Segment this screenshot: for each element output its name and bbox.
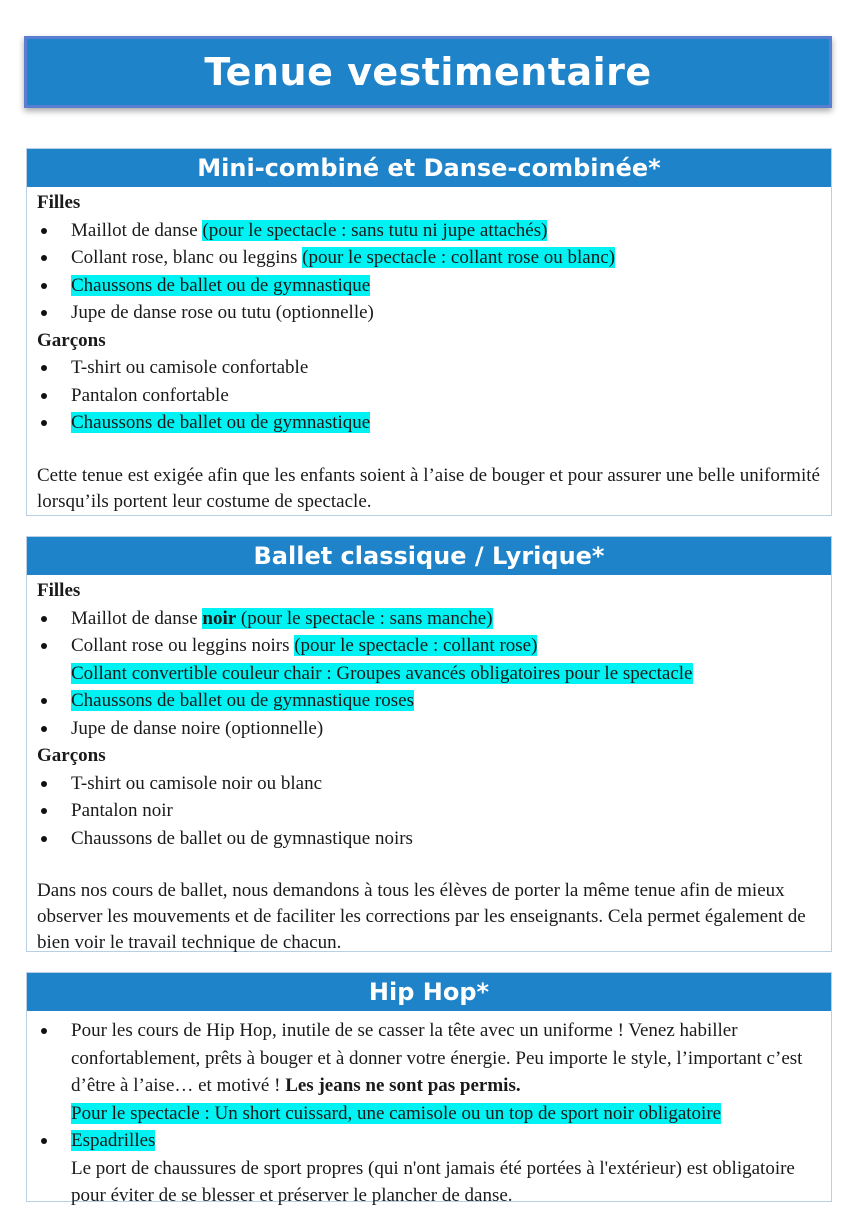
list-item: Chaussons de ballet ou de gymnastique [37,272,821,300]
boys-list [37,354,821,437]
list-item: Jupe de danse rose ou tutu (optionnelle) [37,299,821,327]
list-item: Jupe de danse noire (optionnelle) [37,715,821,743]
list-item: T-shirt ou camisole confortable [37,354,821,382]
list-item: Collant rose, blanc ou leggins (pour le spectacle : collant rose ou blanc) [37,244,821,272]
boys-list [37,770,821,853]
girls-list [37,217,821,327]
list-item: Pantalon confortable [37,382,821,410]
hiphop-list [37,1017,821,1210]
section-title: Ballet classique / Lyrique* [253,542,605,570]
list-item: Espadrilles Le port de chaussures de sport propres (qui n'ont jamais été portées à l'extérieur) est obligatoire pour éviter de se blesser et préserver le plancher de danse. [37,1127,821,1210]
list-item: Pour les cours de Hip Hop, inutile de se casser la tête avec un uniforme ! Venez habiller confortablement, prêts à bouger et à donner votre énergie. Peu importe le style, l’important c’est d’être à l’aise… et motivé ! Les jeans ne sont pas permis. Pour le spectacle : Un short cuissard, une camisole ou un top de sport noir obligatoire [37,1017,821,1127]
section-hiphop [26,972,832,1206]
section-header [27,537,831,575]
girls-list [37,605,821,743]
boys-title: Garçons [37,745,106,766]
section-ballet [26,536,832,952]
list-item: Chaussons de ballet ou de gymnastique roses [37,687,821,715]
list-item-continuation: Collant convertible couleur chair : Groupes avancés obligatoires pour le spectacle [71,662,693,684]
girls-title: Filles [37,192,81,213]
section-header [27,973,831,1011]
list-item: Collant rose ou leggins noirs (pour le spectacle : collant rose) [37,632,821,660]
list-item: Pantalon noir [37,797,821,825]
section-paragraph: Dans nos cours de ballet, nous demandons à tous les élèves de porter la même tenue afin de mieux observer les mouvements et de faciliter les corrections par les enseignants. Cela permet également de bien voir le travail technique de chacun. [37,880,806,953]
title-banner [24,36,832,108]
section-header [27,149,831,187]
section-mini-combine [26,148,832,516]
section-paragraph: Cette tenue est exigée afin que les enfants soient à l’aise de bouger et pour assurer une belle uniformité lorsqu’ils portent leur costume de spectacle. [37,464,820,512]
boys-title: Garçons [37,329,106,351]
girls-title: Filles [37,580,81,601]
list-item: Chaussons de ballet ou de gymnastique [37,409,821,437]
list-item: Maillot de danse noir (pour le spectacle : sans manche) [37,605,821,633]
list-item: T-shirt ou camisole noir ou blanc [37,770,821,798]
section-title: Mini-combiné et Danse-combinée* [197,154,661,182]
list-item: Chaussons de ballet ou de gymnastique noirs [37,825,821,853]
list-item: Maillot de danse (pour le spectacle : sans tutu ni jupe attachés) [37,217,821,245]
page-title: Tenue vestimentaire [204,50,652,94]
section-title: Hip Hop* [368,978,490,1006]
